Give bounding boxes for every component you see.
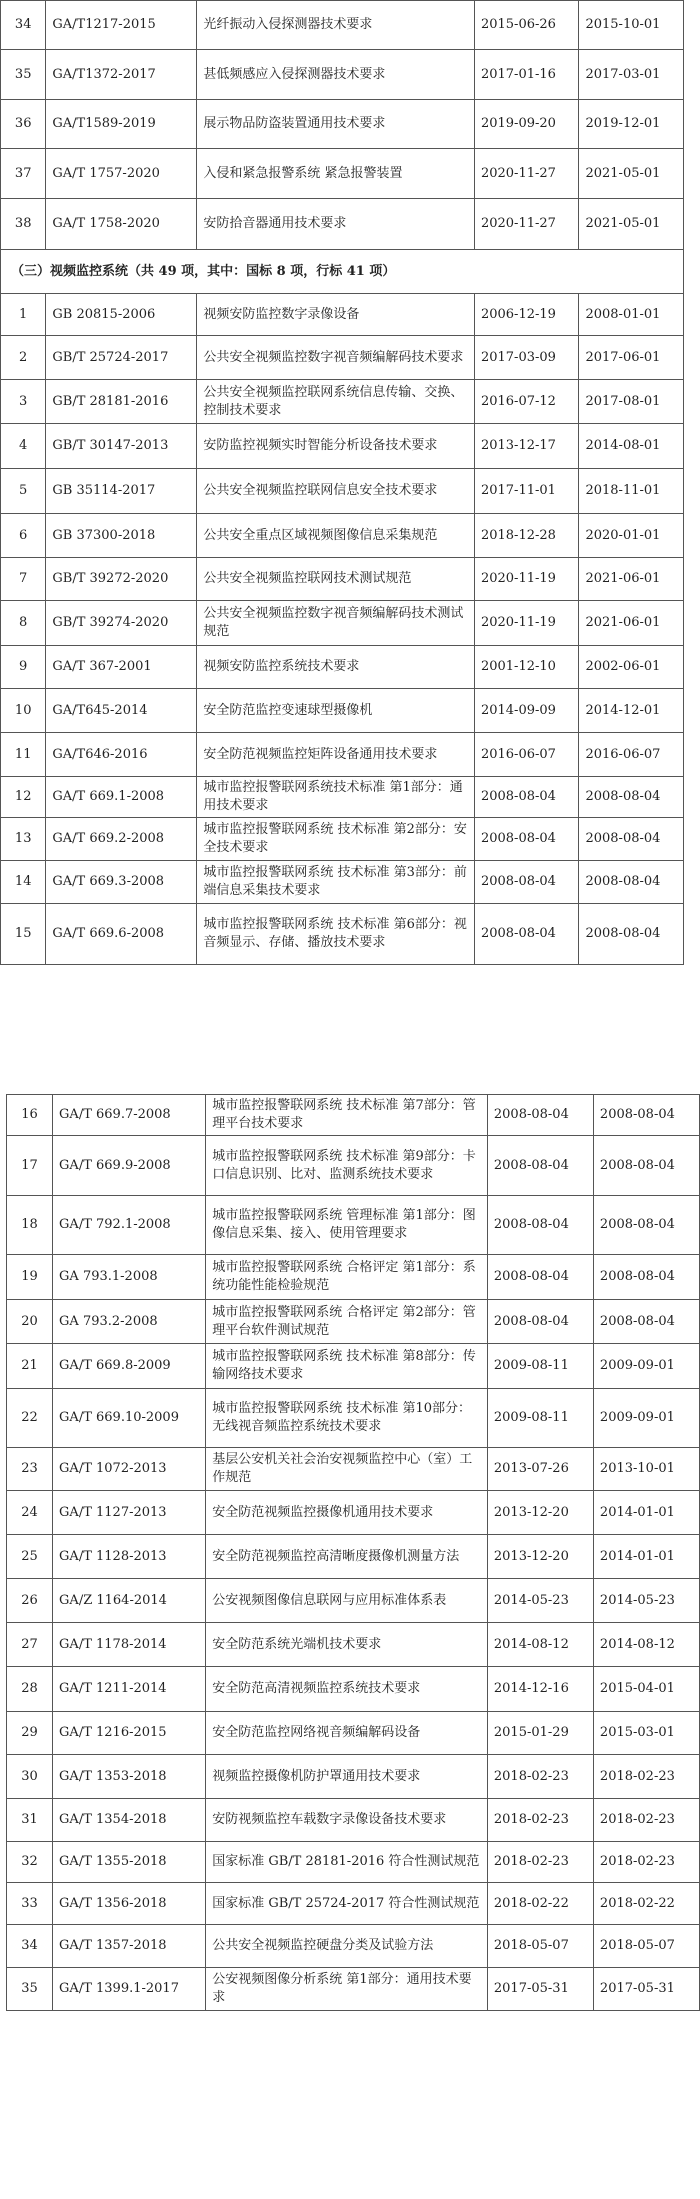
effective-date: 2020-01-01: [579, 514, 684, 558]
standard-code: GB/T 39272-2020: [46, 558, 197, 601]
standard-title: 安全防范系统光端机技术要求: [206, 1623, 488, 1667]
table-row: [1, 199, 684, 250]
standard-title: 甚低频感应入侵探测器技术要求: [197, 50, 475, 100]
publish-date: 2008-08-04: [474, 861, 579, 904]
publish-date: 2014-09-09: [474, 689, 579, 733]
standard-title: 公共安全视频监控数字视音频编解码技术测试规范: [197, 601, 475, 646]
publish-date: 2017-03-09: [474, 336, 579, 380]
publish-date: 2009-08-11: [487, 1344, 593, 1389]
standard-code: GA/T 1178-2014: [53, 1623, 206, 1667]
table-row: [7, 1925, 700, 1968]
standard-code: GA/T 1354-2018: [53, 1799, 206, 1842]
standard-code: GB 20815-2006: [46, 294, 197, 336]
effective-date: 2002-06-01: [579, 646, 684, 689]
publish-date: 2009-08-11: [487, 1389, 593, 1448]
effective-date: 2017-08-01: [579, 380, 684, 424]
standard-code: GA/T1589-2019: [46, 100, 197, 149]
effective-date: 2014-01-01: [593, 1491, 699, 1535]
table-row: [7, 1344, 700, 1389]
standard-title: 城市监控报警联网系统 合格评定 第1部分：系统功能性能检验规范: [206, 1255, 488, 1300]
row-number: 3: [1, 380, 46, 424]
standard-title: 公安视频图像分析系统 第1部分：通用技术要求: [206, 1968, 488, 2011]
row-number: 35: [1, 50, 46, 100]
effective-date: 2008-08-04: [579, 861, 684, 904]
publish-date: 2013-12-20: [487, 1535, 593, 1579]
standard-code: GB/T 28181-2016: [46, 380, 197, 424]
standards-table-upper: [0, 0, 684, 965]
standard-title: 国家标准 GB/T 28181-2016 符合性测试规范: [206, 1842, 488, 1883]
standard-title: 城市监控报警联网系统 技术标准 第8部分：传输网络技术要求: [206, 1344, 488, 1389]
standard-code: GA 793.2-2008: [53, 1300, 206, 1344]
effective-date: 2008-08-04: [593, 1255, 699, 1300]
standard-code: GA/T 669.9-2008: [53, 1136, 206, 1196]
row-number: 28: [7, 1667, 53, 1712]
publish-date: 2008-08-04: [487, 1095, 593, 1136]
standard-title: 入侵和紧急报警系统 紧急报警装置: [197, 149, 475, 199]
publish-date: 2016-06-07: [474, 733, 579, 777]
table-row: [1, 294, 684, 336]
table-row: [1, 100, 684, 149]
standard-code: GA/T 1128-2013: [53, 1535, 206, 1579]
standard-title: 视频安防监控数字录像设备: [197, 294, 475, 336]
standard-title: 城市监控报警联网系统 技术标准 第9部分：卡口信息识别、比对、监测系统技术要求: [206, 1136, 488, 1196]
publish-date: 2015-01-29: [487, 1712, 593, 1755]
publish-date: 2016-07-12: [474, 380, 579, 424]
row-number: 22: [7, 1389, 53, 1448]
table-row: [7, 1300, 700, 1344]
row-number: 4: [1, 424, 46, 469]
table-row: [7, 1667, 700, 1712]
table-row: [1, 818, 684, 861]
effective-date: 2008-08-04: [579, 818, 684, 861]
effective-date: 2014-05-23: [593, 1579, 699, 1623]
standard-code: GA/T 1353-2018: [53, 1755, 206, 1799]
standard-title: 城市监控报警联网系统技术标准 第1部分：通用技术要求: [197, 777, 475, 818]
table-row: [1, 514, 684, 558]
standard-title: 安防监控视频实时智能分析设备技术要求: [197, 424, 475, 469]
row-number: 2: [1, 336, 46, 380]
table-row: [7, 1968, 700, 2011]
table-row: [1, 380, 684, 424]
standard-code: GA/T 1127-2013: [53, 1491, 206, 1535]
publish-date: 2008-08-04: [474, 818, 579, 861]
row-number: 15: [1, 904, 46, 965]
publish-date: 2018-02-22: [487, 1883, 593, 1925]
standard-title: 视频监控摄像机防护罩通用技术要求: [206, 1755, 488, 1799]
table-row: [7, 1755, 700, 1799]
row-number: 1: [1, 294, 46, 336]
row-number: 7: [1, 558, 46, 601]
table-row: [7, 1095, 700, 1136]
table-row: [7, 1883, 700, 1925]
standard-title: 安全防范视频监控高清晰度摄像机测量方法: [206, 1535, 488, 1579]
table-row: [7, 1136, 700, 1196]
effective-date: 2015-04-01: [593, 1667, 699, 1712]
row-number: 21: [7, 1344, 53, 1389]
standard-code: GB 37300-2018: [46, 514, 197, 558]
effective-date: 2015-03-01: [593, 1712, 699, 1755]
publish-date: 2008-08-04: [474, 904, 579, 965]
effective-date: 2008-08-04: [579, 777, 684, 818]
standard-title: 城市监控报警联网系统 合格评定 第2部分：管理平台软件测试规范: [206, 1300, 488, 1344]
row-number: 5: [1, 469, 46, 514]
table-row: [7, 1255, 700, 1300]
standard-code: GB/T 39274-2020: [46, 601, 197, 646]
standard-code: GA/T 1357-2018: [53, 1925, 206, 1968]
table-row: [7, 1389, 700, 1448]
effective-date: 2021-06-01: [579, 601, 684, 646]
row-number: 6: [1, 514, 46, 558]
table-row: [1, 149, 684, 199]
standard-code: GA/T 792.1-2008: [53, 1196, 206, 1255]
standard-code: GA/T 669.10-2009: [53, 1389, 206, 1448]
standard-title: 公共安全视频监控数字视音频编解码技术要求: [197, 336, 475, 380]
standard-code: GA/T 1211-2014: [53, 1667, 206, 1712]
publish-date: 2015-06-26: [474, 1, 579, 50]
row-number: 24: [7, 1491, 53, 1535]
row-number: 14: [1, 861, 46, 904]
row-number: 12: [1, 777, 46, 818]
table-row: [7, 1842, 700, 1883]
standard-code: GA/T646-2016: [46, 733, 197, 777]
standard-title: 安防拾音器通用技术要求: [197, 199, 475, 250]
effective-date: 2021-05-01: [579, 149, 684, 199]
publish-date: 2019-09-20: [474, 100, 579, 149]
effective-date: 2019-12-01: [579, 100, 684, 149]
table-row: [1, 689, 684, 733]
table-row: [1, 558, 684, 601]
row-number: 34: [7, 1925, 53, 1968]
standard-code: GA/T645-2014: [46, 689, 197, 733]
standard-code: GA/T1217-2015: [46, 1, 197, 50]
row-number: 25: [7, 1535, 53, 1579]
effective-date: 2016-06-07: [579, 733, 684, 777]
row-number: 27: [7, 1623, 53, 1667]
row-number: 17: [7, 1136, 53, 1196]
table-row: [1, 733, 684, 777]
section-header: （三）视频监控系统（共 49 项，其中：国标 8 项，行标 41 项）: [1, 250, 684, 294]
standard-title: 安全防范监控变速球型摄像机: [197, 689, 475, 733]
table-row: [1, 1, 684, 50]
standard-title: 安全防范视频监控摄像机通用技术要求: [206, 1491, 488, 1535]
effective-date: 2018-02-23: [593, 1842, 699, 1883]
row-number: 10: [1, 689, 46, 733]
standard-title: 城市监控报警联网系统 技术标准 第3部分：前端信息采集技术要求: [197, 861, 475, 904]
publish-date: 2018-02-23: [487, 1755, 593, 1799]
publish-date: 2013-12-20: [487, 1491, 593, 1535]
row-number: 19: [7, 1255, 53, 1300]
effective-date: 2015-10-01: [579, 1, 684, 50]
effective-date: 2018-11-01: [579, 469, 684, 514]
publish-date: 2008-08-04: [487, 1255, 593, 1300]
standard-code: GA/T 669.7-2008: [53, 1095, 206, 1136]
row-number: 30: [7, 1755, 53, 1799]
table-row: [1, 777, 684, 818]
standard-title: 公安视频图像信息联网与应用标准体系表: [206, 1579, 488, 1623]
section-header-row: [1, 250, 684, 294]
effective-date: 2008-01-01: [579, 294, 684, 336]
publish-date: 2020-11-27: [474, 149, 579, 199]
standards-table-lower: [6, 1094, 700, 2011]
standard-code: GA/T 669.6-2008: [46, 904, 197, 965]
publish-date: 2013-07-26: [487, 1448, 593, 1491]
standard-title: 公共安全重点区域视频图像信息采集规范: [197, 514, 475, 558]
table-row: [1, 469, 684, 514]
publish-date: 2014-05-23: [487, 1579, 593, 1623]
row-number: 33: [7, 1883, 53, 1925]
row-number: 36: [1, 100, 46, 149]
publish-date: 2006-12-19: [474, 294, 579, 336]
standard-title: 城市监控报警联网系统 管理标准 第1部分：图像信息采集、接入、使用管理要求: [206, 1196, 488, 1255]
row-number: 18: [7, 1196, 53, 1255]
effective-date: 2008-08-04: [593, 1196, 699, 1255]
publish-date: 2018-12-28: [474, 514, 579, 558]
publish-date: 2008-08-04: [487, 1300, 593, 1344]
publish-date: 2018-02-23: [487, 1842, 593, 1883]
publish-date: 2008-08-04: [487, 1136, 593, 1196]
row-number: 38: [1, 199, 46, 250]
publish-date: 2014-12-16: [487, 1667, 593, 1712]
table-row: [7, 1623, 700, 1667]
standard-code: GA 793.1-2008: [53, 1255, 206, 1300]
publish-date: 2008-08-04: [487, 1196, 593, 1255]
publish-date: 2017-11-01: [474, 469, 579, 514]
standard-code: GB/T 25724-2017: [46, 336, 197, 380]
effective-date: 2018-02-23: [593, 1755, 699, 1799]
effective-date: 2018-02-22: [593, 1883, 699, 1925]
publish-date: 2020-11-19: [474, 601, 579, 646]
row-number: 23: [7, 1448, 53, 1491]
standard-title: 基层公安机关社会治安视频监控中心（室）工作规范: [206, 1448, 488, 1491]
publish-date: 2018-02-23: [487, 1799, 593, 1842]
standard-code: GA/T 669.2-2008: [46, 818, 197, 861]
effective-date: 2018-02-23: [593, 1799, 699, 1842]
standard-title: 展示物品防盗装置通用技术要求: [197, 100, 475, 149]
effective-date: 2021-05-01: [579, 199, 684, 250]
table-row: [1, 336, 684, 380]
row-number: 34: [1, 1, 46, 50]
row-number: 16: [7, 1095, 53, 1136]
standard-title: 城市监控报警联网系统 技术标准 第10部分：无线视音频监控系统技术要求: [206, 1389, 488, 1448]
row-number: 11: [1, 733, 46, 777]
publish-date: 2017-01-16: [474, 50, 579, 100]
standard-code: GA/T 1757-2020: [46, 149, 197, 199]
effective-date: 2017-03-01: [579, 50, 684, 100]
table-row: [1, 424, 684, 469]
standard-title: 公共安全视频监控联网系统信息传输、交换、控制技术要求: [197, 380, 475, 424]
table-row: [7, 1196, 700, 1255]
table-row: [7, 1712, 700, 1755]
effective-date: 2021-06-01: [579, 558, 684, 601]
table-row: [7, 1579, 700, 1623]
table-row: [1, 646, 684, 689]
table-row: [1, 904, 684, 965]
table-row: [7, 1491, 700, 1535]
row-number: 9: [1, 646, 46, 689]
standard-code: GA/T1372-2017: [46, 50, 197, 100]
effective-date: 2018-05-07: [593, 1925, 699, 1968]
row-number: 35: [7, 1968, 53, 2011]
table-row: [7, 1799, 700, 1842]
effective-date: 2008-08-04: [579, 904, 684, 965]
standard-code: GA/T 367-2001: [46, 646, 197, 689]
row-number: 31: [7, 1799, 53, 1842]
effective-date: 2014-08-12: [593, 1623, 699, 1667]
standard-code: GA/T 669.8-2009: [53, 1344, 206, 1389]
standard-title: 国家标准 GB/T 25724-2017 符合性测试规范: [206, 1883, 488, 1925]
publish-date: 2014-08-12: [487, 1623, 593, 1667]
effective-date: 2014-12-01: [579, 689, 684, 733]
row-number: 37: [1, 149, 46, 199]
publish-date: 2020-11-19: [474, 558, 579, 601]
table-row: [7, 1448, 700, 1491]
standard-code: GA/T 669.3-2008: [46, 861, 197, 904]
standard-title: 安全防范视频监控矩阵设备通用技术要求: [197, 733, 475, 777]
publish-date: 2020-11-27: [474, 199, 579, 250]
standard-code: GA/T 1399.1-2017: [53, 1968, 206, 2011]
effective-date: 2008-08-04: [593, 1300, 699, 1344]
row-number: 32: [7, 1842, 53, 1883]
standard-title: 公共安全视频监控联网信息安全技术要求: [197, 469, 475, 514]
effective-date: 2017-06-01: [579, 336, 684, 380]
effective-date: 2008-08-04: [593, 1095, 699, 1136]
standard-title: 城市监控报警联网系统 技术标准 第7部分：管理平台技术要求: [206, 1095, 488, 1136]
row-number: 13: [1, 818, 46, 861]
standard-title: 公共安全视频监控联网技术测试规范: [197, 558, 475, 601]
standard-code: GA/T 1355-2018: [53, 1842, 206, 1883]
effective-date: 2009-09-01: [593, 1389, 699, 1448]
effective-date: 2017-05-31: [593, 1968, 699, 2011]
standard-code: GA/T 1072-2013: [53, 1448, 206, 1491]
table-row: [1, 50, 684, 100]
standard-code: GB/T 30147-2013: [46, 424, 197, 469]
row-number: 29: [7, 1712, 53, 1755]
publish-date: 2013-12-17: [474, 424, 579, 469]
page-break: [0, 1086, 700, 1094]
standard-code: GA/T 1216-2015: [53, 1712, 206, 1755]
standard-title: 安全防范监控网络视音频编解码设备: [206, 1712, 488, 1755]
effective-date: 2008-08-04: [593, 1136, 699, 1196]
standard-code: GA/T 1356-2018: [53, 1883, 206, 1925]
standard-title: 城市监控报警联网系统 技术标准 第6部分：视音频显示、存储、播放技术要求: [197, 904, 475, 965]
row-number: 26: [7, 1579, 53, 1623]
standard-title: 光纤振动入侵探测器技术要求: [197, 1, 475, 50]
standard-title: 视频安防监控系统技术要求: [197, 646, 475, 689]
effective-date: 2014-01-01: [593, 1535, 699, 1579]
publish-date: 2008-08-04: [474, 777, 579, 818]
standard-code: GB 35114-2017: [46, 469, 197, 514]
effective-date: 2009-09-01: [593, 1344, 699, 1389]
table-row: [1, 601, 684, 646]
effective-date: 2013-10-01: [593, 1448, 699, 1491]
standard-title: 安全防范高清视频监控系统技术要求: [206, 1667, 488, 1712]
standard-code: GA/Z 1164-2014: [53, 1579, 206, 1623]
publish-date: 2017-05-31: [487, 1968, 593, 2011]
row-number: 20: [7, 1300, 53, 1344]
standard-code: GA/T 1758-2020: [46, 199, 197, 250]
standard-title: 公共安全视频监控硬盘分类及试验方法: [206, 1925, 488, 1968]
effective-date: 2014-08-01: [579, 424, 684, 469]
table-row: [7, 1535, 700, 1579]
row-number: 8: [1, 601, 46, 646]
standard-title: 城市监控报警联网系统 技术标准 第2部分：安全技术要求: [197, 818, 475, 861]
table-row: [1, 861, 684, 904]
publish-date: 2001-12-10: [474, 646, 579, 689]
publish-date: 2018-05-07: [487, 1925, 593, 1968]
standard-title: 安防视频监控车载数字录像设备技术要求: [206, 1799, 488, 1842]
standard-code: GA/T 669.1-2008: [46, 777, 197, 818]
